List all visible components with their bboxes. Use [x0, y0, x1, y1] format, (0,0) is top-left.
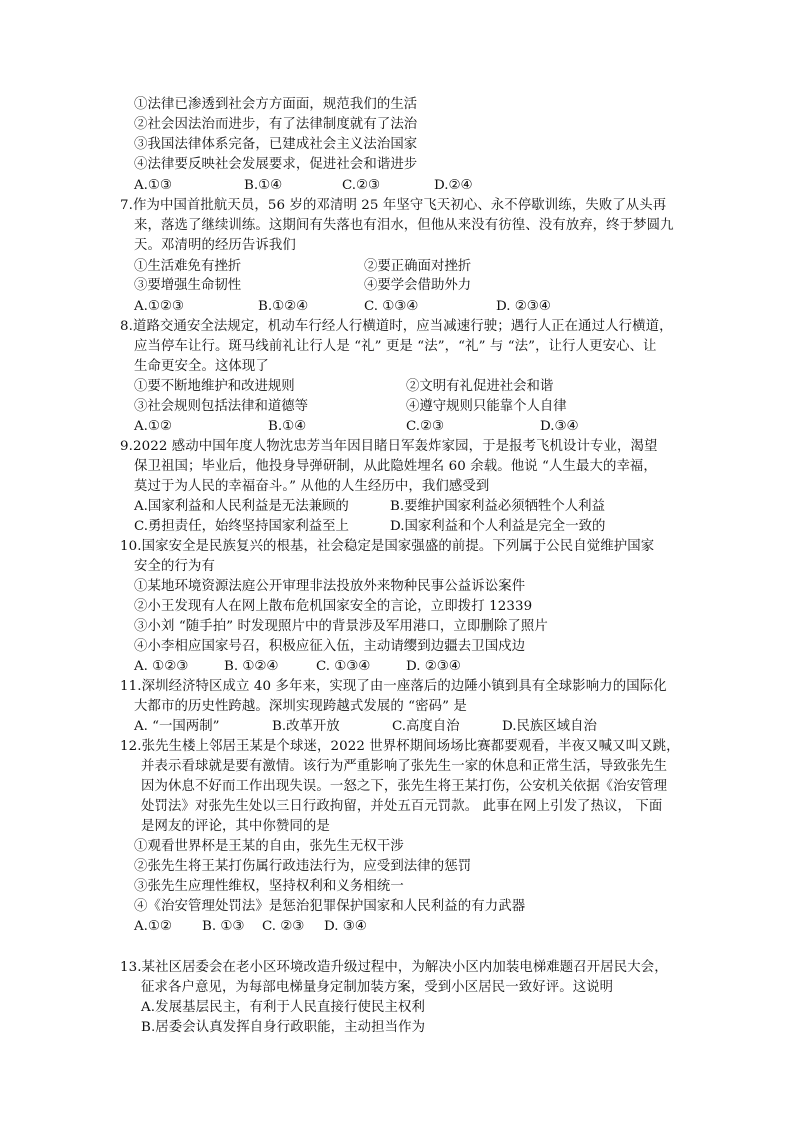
- q8-statement-4: ④遵守规则只能靠个人自律: [406, 399, 567, 414]
- q12-option-b: B. ①③: [202, 919, 245, 934]
- q11-option-d: D.民族区域自治: [502, 719, 597, 734]
- q7-option-d: D. ②③④: [496, 299, 551, 314]
- q10-statement-4: ④小李相应国家号召，积极应征入伍，主动请缨到边疆去卫国戍边: [134, 639, 526, 654]
- q7-option-b: B.①②④: [258, 299, 309, 314]
- q10-option-d: D. ②③④: [406, 659, 461, 674]
- q12-statement-3: ③张先生应理性维权，坚持权利和义务相统一: [134, 879, 404, 894]
- q12-statement-2: ②张先生将王某打伤属行政违法行为，应受到法律的惩罚: [134, 859, 472, 874]
- q10-statement-3: ③小刘 “随手拍” 时发现照片中的背景涉及军用港口，立即删除了照片: [134, 619, 548, 634]
- q10-option-b: B. ①②④: [224, 659, 279, 674]
- q7-option-a: A.①②③: [134, 299, 184, 314]
- q12-stem-line-1: 12.张先生楼上邻居王某是个球迷，2022 世界杯期间场场比赛都要观看，半夜又喊又叫又跳，: [120, 739, 680, 754]
- q8-option-a: A.①②: [134, 419, 172, 434]
- q11-stem-line-1: 11.深圳经济特区成立 40 多年来，实现了由一座落后的边陲小镇到具有全球影响力的国际化: [120, 679, 667, 694]
- q7-stem-line-3: 天。邓清明的经历告诉我们: [134, 238, 296, 253]
- q12-option-a: A.①②: [134, 919, 172, 934]
- q9-stem-line-1: 9.2022 感动中国年度人物沈忠芳当年因目睹日军轰炸家园，于是报考飞机设计专业，渴望: [120, 439, 658, 454]
- q9-stem-line-2: 保卫祖国；毕业后，他投身导弹研制，从此隐姓埋名 60 余载。他说 “人生最大的幸福，: [134, 459, 657, 474]
- q10-option-c: C. ①③④: [316, 659, 371, 674]
- q8-stem-line-3: 生命更安全。这体现了: [134, 359, 269, 374]
- q12-statement-1: ①观看世界杯是王某的自由，张先生无权干涉: [134, 839, 404, 854]
- q13-stem-line-1: 13.某社区居委会在老小区环境改造升级过程中，为解决小区内加装电梯难题召开居民大会，: [120, 960, 668, 975]
- q13-option-a: A.发展基层民主，有利于人民直接行使民主权利: [141, 1000, 425, 1015]
- q7-statement-4: ④要学会借助外力: [364, 278, 472, 293]
- q6-statement-4: ④法律要反映社会发展要求，促进社会和谐进步: [134, 157, 418, 172]
- q8-option-c: C.②③: [406, 419, 445, 434]
- q12-statement-4: ④《治安管理处罚法》是惩治犯罪保护国家和人民利益的有力武器: [134, 899, 526, 914]
- q11-option-c: C.高度自治: [392, 719, 460, 734]
- q6-statement-2: ②社会因法治而进步，有了法律制度就有了法治: [134, 117, 418, 132]
- q6-statement-1: ①法律已渗透到社会方方面面，规范我们的生活: [134, 97, 418, 112]
- q12-stem-line-2: 并表示看球就是要有激情。该行为严重影响了张先生一家的休息和正常生活，导致张先生: [141, 759, 668, 774]
- q12-stem-line-3: 因为休息不好而工作出现失误。一怒之下，张先生将王某打伤，公安机关依据《治安管理: [141, 779, 668, 794]
- q9-option-a: A.国家利益和人民利益是无法兼顾的: [134, 499, 349, 514]
- q12-stem-line-5: 是网友的评论，其中你赞同的是: [141, 819, 330, 834]
- q13-stem-line-2: 征求各户意见，为每部电梯量身定制加装方案，受到小区居民一致好评。这说明: [141, 980, 614, 995]
- q6-option-c: C.②③: [342, 178, 381, 193]
- q10-stem-line-1: 10.国家安全是民族复兴的根基，社会稳定是国家强盛的前提。下列属于公民自觉维护国家: [120, 539, 655, 554]
- q8-option-d: D.③④: [540, 419, 579, 434]
- q6-option-d: D.②④: [434, 178, 473, 193]
- q6-option-a: A.①③: [134, 178, 172, 193]
- q12-option-c: C. ②③: [262, 919, 305, 934]
- q8-statement-3: ③社会规则包括法律和道德等: [134, 399, 309, 414]
- q8-option-b: B.①④: [268, 419, 307, 434]
- q7-stem-line-1: 7.作为中国首批航天员，56 岁的邓清明 25 年坚守飞天初心、永不停歇训练，失败了从头再: [120, 198, 667, 213]
- q7-statement-3: ③要增强生命韧性: [134, 278, 242, 293]
- q8-statement-1: ①要不断地维护和改进规则: [134, 379, 295, 394]
- q7-stem-line-2: 来，落选了继续训练。这期间有失落也有泪水，但他从来没有彷徨、没有放弃，终于梦圆九: [134, 218, 674, 233]
- q12-option-d: D. ③④: [324, 919, 367, 934]
- q12-stem-line-4: 处罚法》对张先生处以三日行政拘留，并处五百元罚款。 此事在网上引发了热议， 下面: [141, 799, 663, 814]
- q9-option-c: C.勇担责任，始终坚持国家利益至上: [134, 519, 349, 534]
- q11-option-b: B.改革开放: [272, 719, 340, 734]
- q10-option-a: A. ①②③: [134, 659, 189, 674]
- q13-option-b: B.居委会认真发挥自身行政职能，主动担当作为: [141, 1020, 426, 1035]
- q10-stem-line-2: 安全的行为有: [134, 559, 215, 574]
- q11-option-a: A. “一国两制”: [134, 719, 220, 734]
- q11-stem-line-2: 大都市的历史性跨越。深圳实现跨越式发展的 “密码” 是: [134, 699, 467, 714]
- q7-option-c: C. ①③④: [364, 299, 419, 314]
- q7-statement-1: ①生活难免有挫折: [134, 259, 242, 274]
- q8-statement-2: ②文明有礼促进社会和谐: [406, 379, 554, 394]
- q10-statement-1: ①某地环境资源法庭公开审理非法投放外来物种民事公益诉讼案件: [134, 579, 526, 594]
- q7-statement-2: ②要正确面对挫折: [364, 259, 472, 274]
- q8-stem-line-2: 应当停车让行。斑马线前礼让行人是 “礼” 更是 “法”，“礼” 与 “法”，让行人更安心、让: [134, 339, 657, 354]
- q6-statement-3: ③我国法律体系完备，已建成社会主义法治国家: [134, 137, 418, 152]
- q6-option-b: B.①④: [244, 178, 283, 193]
- q9-option-d: D.国家利益和个人利益是完全一致的: [390, 519, 606, 534]
- q8-stem-line-1: 8.道路交通安全法规定，机动车行经人行横道时，应当减速行驶；遇行人正在通过人行横道，: [120, 319, 673, 334]
- q9-option-b: B.要维护国家利益必须牺牲个人利益: [390, 499, 605, 514]
- q10-statement-2: ②小王发现有人在网上散布危机国家安全的言论，立即拨打 12339: [134, 599, 533, 614]
- q9-stem-line-3: 莫过于为人民的幸福奋斗。” 从他的人生经历中，我们感受到: [134, 479, 490, 494]
